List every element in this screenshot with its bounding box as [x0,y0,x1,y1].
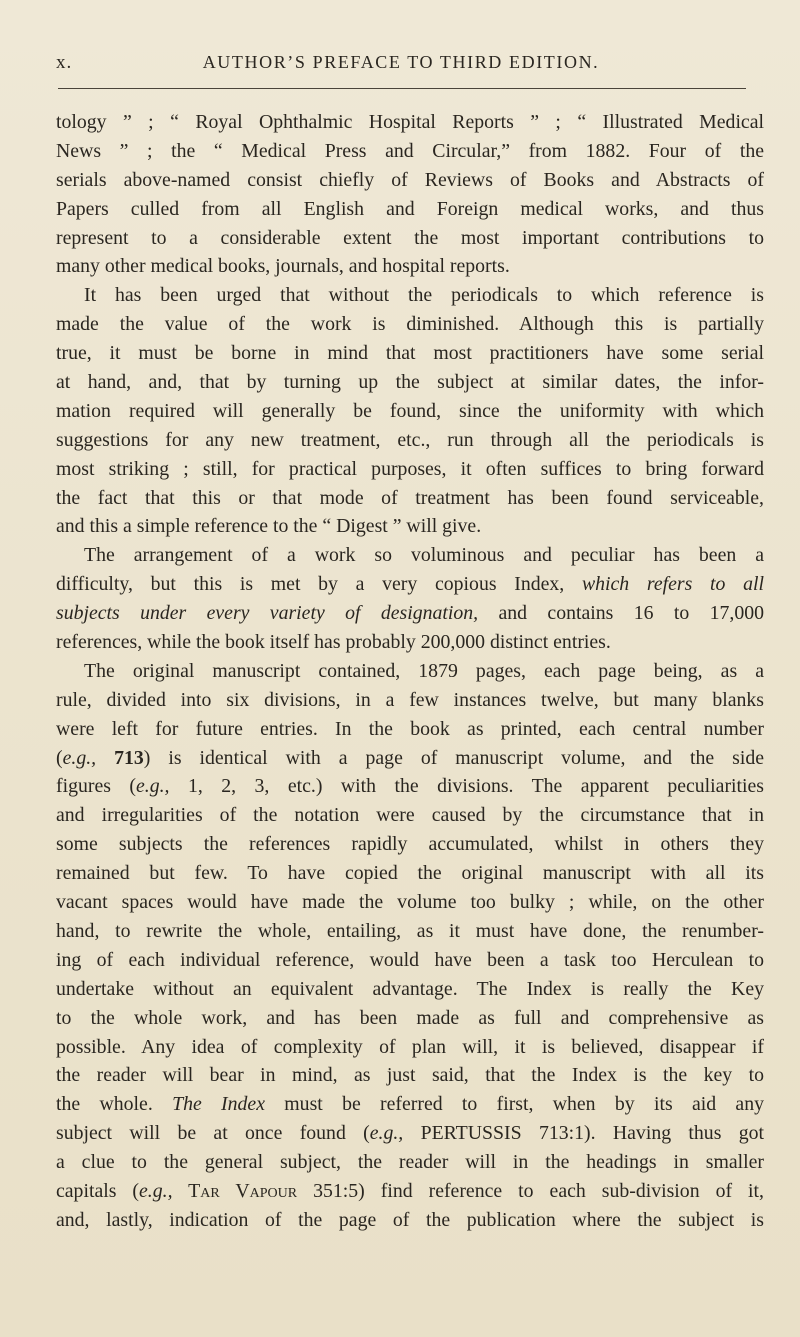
text-line [56,252,764,281]
text-run: the fact that this or that mode of treatment has been found serviceable, [56,486,764,509]
text-line [56,166,764,195]
text-run: capitals ( [56,1179,140,1202]
running-head: AUTHOR’S PREFACE TO THIRD EDITION. [202,52,600,72]
text-line [56,1206,764,1235]
text-run: ing of each individual reference, would have been a task too Herculean to [56,948,764,971]
text-run: possible. Any idea of complexity of plan will, it is believed, disappear if [56,1035,764,1058]
text-run: PERTUSSIS 713:1). Having thus got [403,1122,764,1145]
text-line [56,541,764,570]
text-line [56,628,764,657]
text-run: mation required will generally be found, since the uniformity with which [56,399,764,422]
text-run: some subjects the references rapidly accumulated, whilst in others they [56,833,764,856]
text-run: many other medical books, journals, and hospital reports. [56,255,510,278]
text-run: and contains 16 to 17,000 [478,602,765,625]
text-line [56,1061,764,1090]
text-run: e.g., [135,775,170,798]
text-line [56,426,764,455]
text-line [56,310,764,339]
text-run: most striking ; still, for practical purposes, it often suffices to bring forward [56,457,764,480]
text-line [56,1090,764,1119]
text-run: subjects under every variety of designation, [56,602,479,625]
text-run: and irregularities of the notation were caused by the circumstance that in [56,804,764,827]
text-line [56,1148,764,1177]
text-run: rule, divided into six divisions, in a few instances twelve, but many blanks [56,688,764,711]
text-run: The original manuscript contained, 1879 pages, each page being, as a [84,659,764,682]
text-run: e.g., [139,1179,173,1202]
text-line [56,744,764,773]
text-run: at hand, and, that by turning up the subject at similar dates, the infor- [56,371,764,394]
text-run: 1, 2, 3, etc.) with the divisions. The apparent peculiarities [169,775,765,798]
text-line [56,397,764,426]
text-run: and this a simple reference to the “ Digest ” will give. [56,515,482,538]
text-line [56,888,764,917]
text-line [56,599,764,628]
text-line [56,195,764,224]
text-run: true, it must be borne in mind that most practitioners have some serial [56,342,764,365]
text-run: News ” ; the “ Medical Press and Circular,” from 1882. Four of the [56,139,764,162]
text-run: Tar Vapour [172,1179,298,1202]
text-run: tology ” ; “ Royal Ophthalmic Hospital Reports ” ; “ Illustrated Medical [56,111,764,133]
text-run: The Index [172,1093,265,1116]
text-line [56,1033,764,1062]
page-header [48,52,754,78]
text-line [56,801,764,830]
text-run: remained but few. To have copied the original manuscript with all its [56,862,764,885]
text-run: must be referred to first, when by its aid any [264,1093,764,1116]
text-line [56,657,764,686]
text-line [56,975,764,1004]
page-number: x. [56,52,73,73]
text-run: ( [56,746,63,769]
text-line [56,686,764,715]
text-run: 713 [96,746,144,769]
text-line [56,772,764,801]
text-run: suggestions for any new treatment, etc., run through all the periodicals is [56,428,764,451]
text-line [56,512,764,541]
text-line [56,108,764,137]
text-run: the reader will bear in mind, as just said, that the Index is the key to [56,1064,764,1087]
text-line [56,224,764,253]
text-run: undertake without an equivalent advantage. The Index is really the Key [56,977,764,1000]
header-rule [58,88,746,89]
text-line [56,946,764,975]
text-run: and, lastly, indication of the page of the publication where the subject is [56,1208,764,1231]
text-run: serials above-named consist chiefly of Reviews of Books and Abstracts of [56,168,764,191]
text-line [56,917,764,946]
text-run: were left for future entries. In the book as printed, each central number [56,717,764,740]
text-run: 351:5) find reference to each sub-division of it, [297,1179,764,1202]
text-line [56,859,764,888]
text-run: vacant spaces would have made the volume too bulky ; while, on the other [56,891,764,914]
text-line [56,1119,764,1148]
text-run: which refers to all [564,573,764,596]
text-line [56,137,764,166]
text-run: It has been urged that without the periodicals to which reference is [84,284,764,307]
text-line [56,1004,764,1033]
text-run: to the whole work, and has been made as full and comprehensive as [56,1006,764,1029]
text-run: difficulty, but this is met by a very copious Index, [56,573,565,596]
text-run: e.g., [369,1122,404,1145]
text-run: Papers culled from all English and Foreign medical works, and thus [56,197,764,220]
text-line [56,570,764,599]
text-run: references, while the book itself has probably 200,000 distinct entries. [56,631,611,654]
text-line [56,830,764,859]
text-run: the whole. [56,1093,173,1116]
text-run: represent to a considerable extent the most important contributions to [56,226,764,249]
text-run: subject will be at once found ( [56,1122,370,1145]
text-line [56,368,764,397]
text-line [56,715,764,744]
body-text [56,108,764,1235]
text-run: made the value of the work is diminished. Although this is partially [56,313,764,336]
text-line [56,281,764,310]
text-run: figures ( [56,775,136,798]
text-run: a clue to the general subject, the reader will in the headings in smaller [56,1151,764,1174]
text-line [56,1177,764,1206]
text-line [56,484,764,513]
text-run: hand, to rewrite the whole, entailing, as it must have done, the renumber- [56,919,764,942]
text-run: The arrangement of a work so voluminous and peculiar has been a [84,544,764,567]
text-line [56,339,764,368]
text-run: ) is identical with a page of manuscript volume, and the side [143,746,764,769]
text-line [56,455,764,484]
text-run: e.g., [62,746,97,769]
